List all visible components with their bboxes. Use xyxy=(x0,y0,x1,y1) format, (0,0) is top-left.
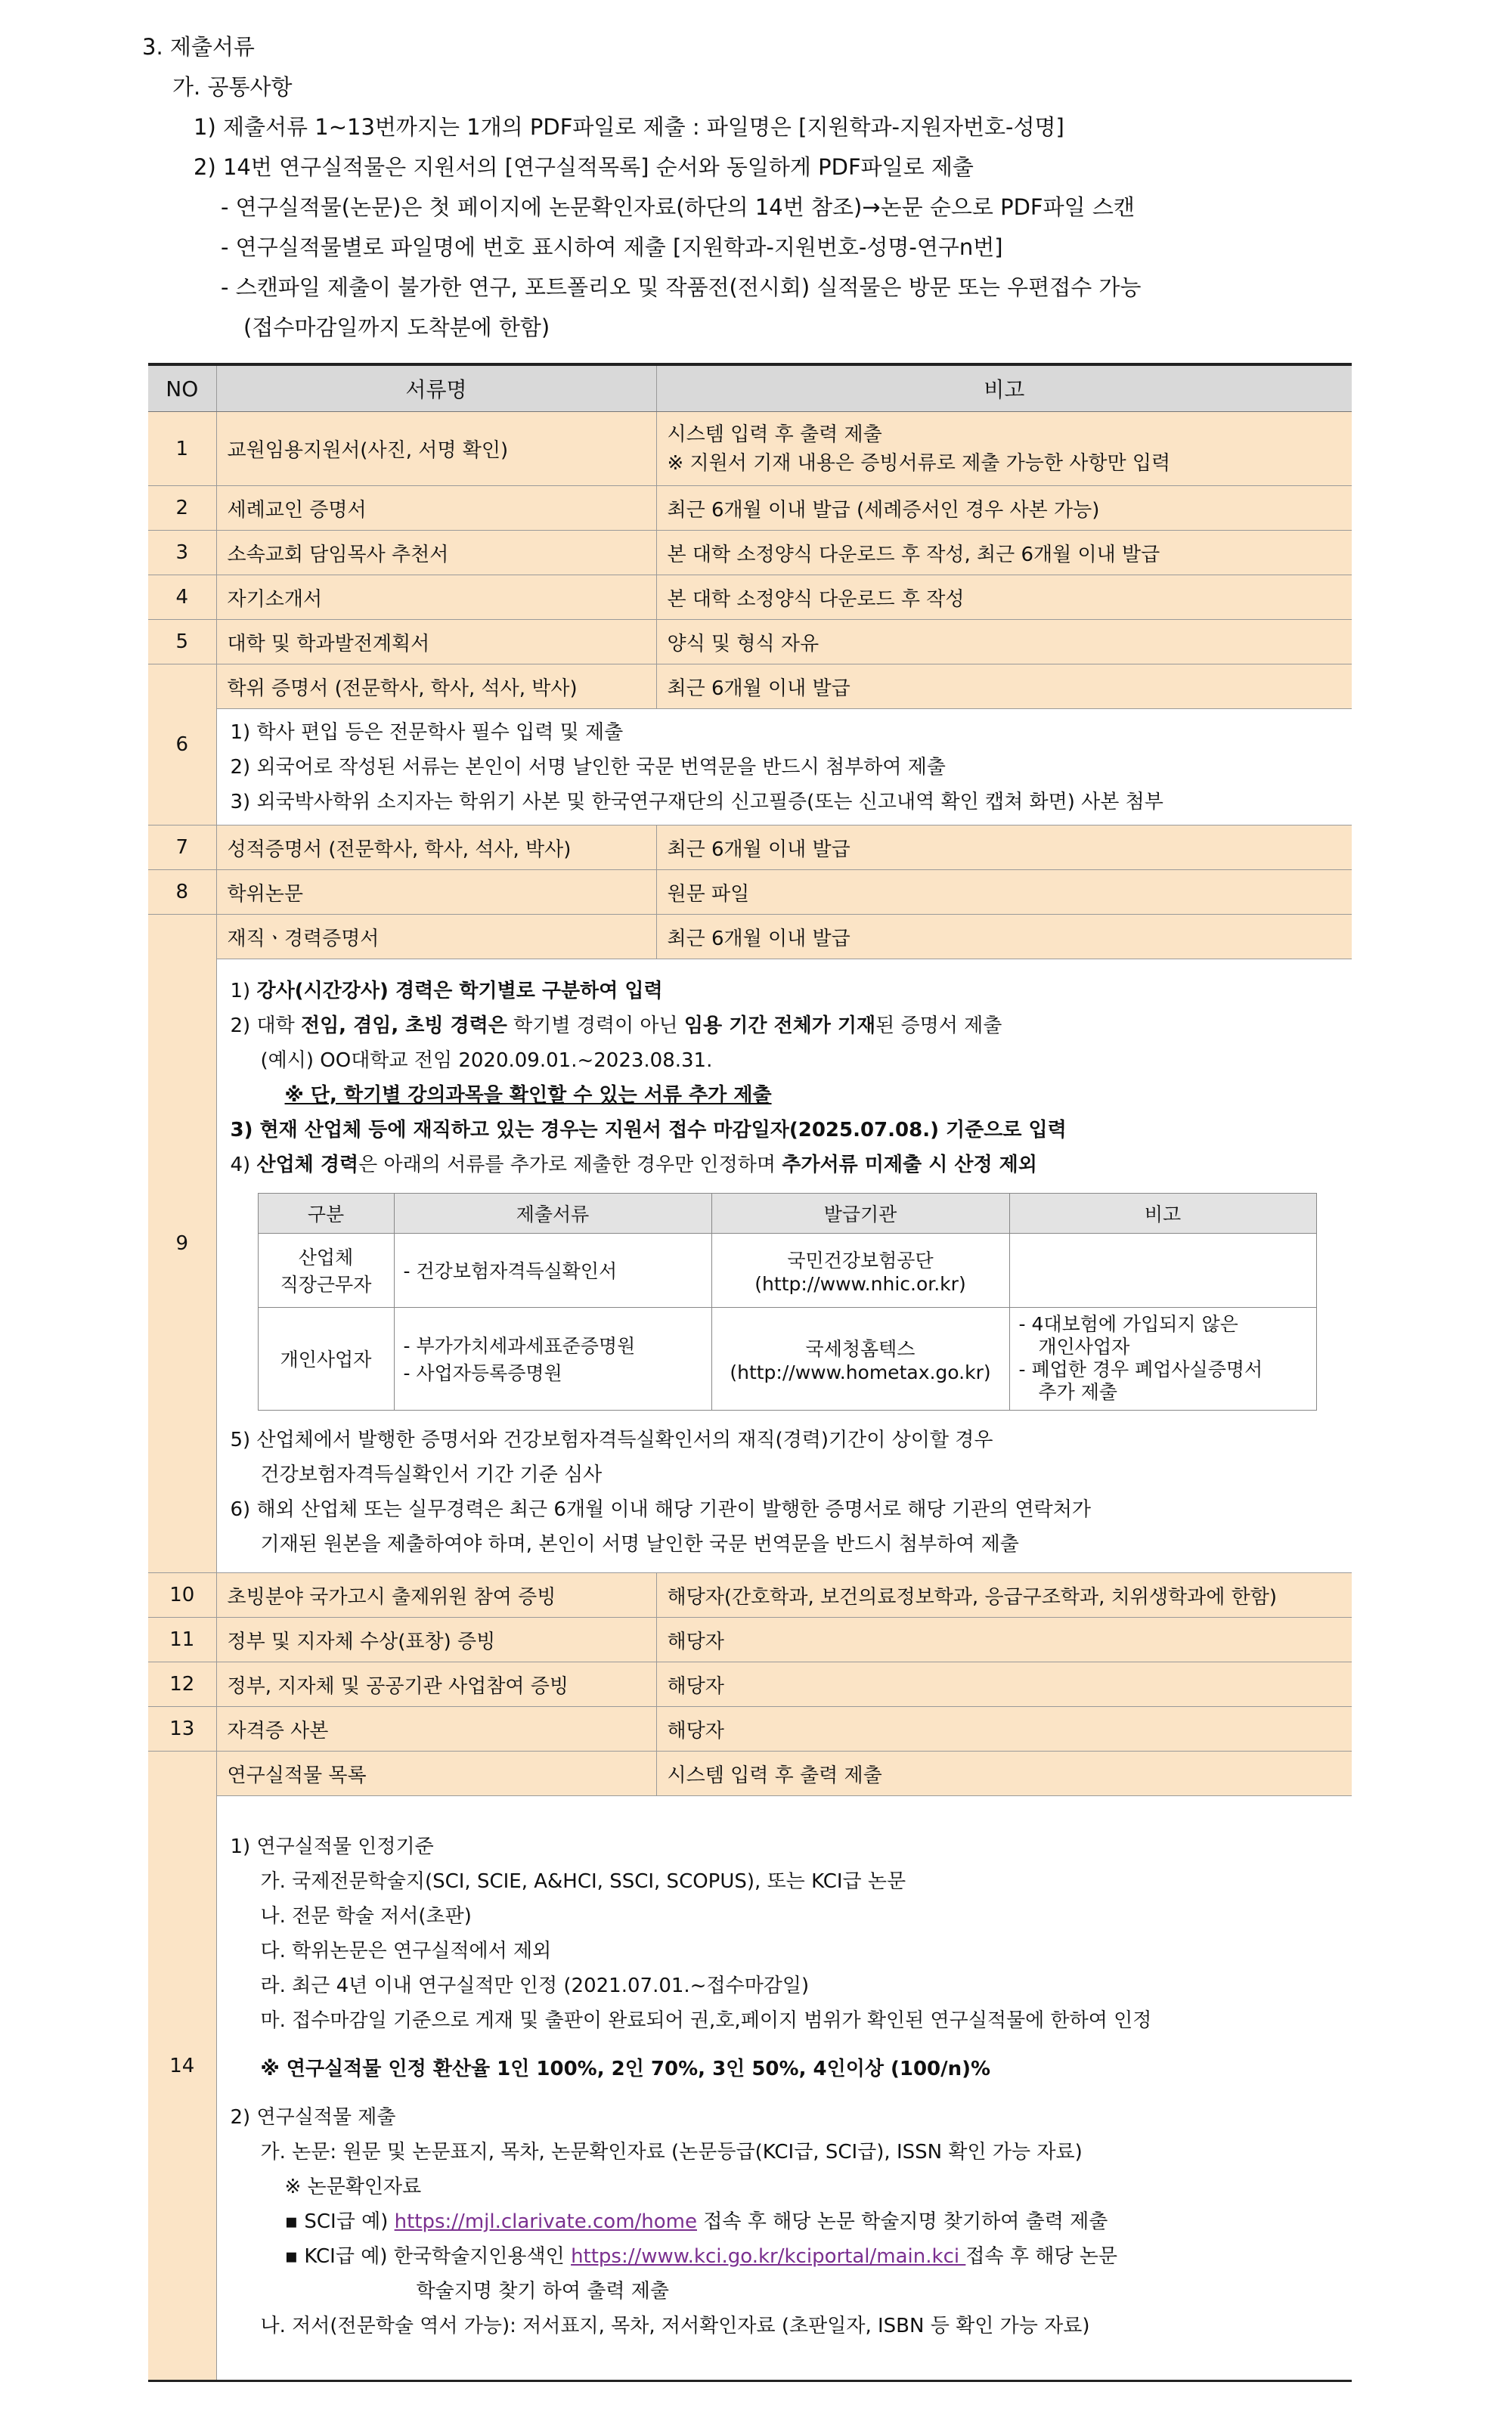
row-name: 교원임용지원서(사진, 서명 확인) xyxy=(216,412,656,486)
note-2-3: - 스캔파일 제출이 불가한 연구, 포트폴리오 및 작품전(전시회) 실적물은 방문 또는 우편접수 가능 xyxy=(221,274,1142,300)
table-row xyxy=(148,1573,1352,1618)
sub-doc-line: - 부가가치세과세표준증명원 xyxy=(403,1335,636,1357)
detail-line xyxy=(228,2204,1342,2239)
table-row-details xyxy=(148,959,1352,1573)
detail-line: 나. 저서(전문학술 역서 가능): 저서표지, 목차, 저서확인자료 (초판일자, ISBN 등 확인 가능 자료) xyxy=(260,2315,1090,2337)
row-no: 11 xyxy=(148,1618,216,1662)
row-no: 8 xyxy=(148,870,216,915)
row-name: 정부, 지자체 및 공공기관 사업참여 증빙 xyxy=(216,1662,656,1707)
row-name: 연구실적물 목록 xyxy=(216,1752,656,1796)
detail-line: 나. 전문 학술 저서(초판) xyxy=(260,1905,472,1928)
detail-line: 3) 외국박사학위 소지자는 학위기 사본 및 한국연구재단의 신고필증(또는 신고내역 확인 캡쳐 화면) 사본 첨부 xyxy=(230,790,1163,813)
sub-category: 개인사업자 xyxy=(258,1307,394,1410)
sub-header: 비고 xyxy=(1009,1193,1316,1233)
row-no: 6 xyxy=(148,664,216,826)
sub-note xyxy=(1009,1307,1316,1410)
table-row xyxy=(148,486,1352,531)
detail-text: 접속 후 해당 논문 학술지명 찾기하여 출력 제출 xyxy=(697,2210,1108,2233)
row-no: 5 xyxy=(148,620,216,664)
detail-line: 가. 국제전문학술지(SCI, SCIE, A&HCI, SSCI, SCOPUS), 또는 KCI급 논문 xyxy=(260,1870,906,1893)
sub-note-line: - 폐업한 경우 폐업사실증명서 xyxy=(1018,1358,1263,1380)
sub-note-line: 추가 제출 xyxy=(1038,1381,1118,1403)
detail-note-text: ※ 단, 학기별 강의과목을 확인할 수 있는 서류 추가 제출 xyxy=(284,1083,772,1107)
sub-header-row xyxy=(258,1193,1316,1233)
detail-line: 마. 접수마감일 기준으로 게재 및 출판이 완료되어 권,호,페이지 범위가 확인된 연구실적물에 한하여 인정 xyxy=(260,2009,1152,2032)
detail-line xyxy=(228,1008,1342,1043)
sub-org-name: 국민건강보험공단 xyxy=(787,1249,934,1272)
table-row xyxy=(148,412,1352,486)
note-2-1: - 연구실적물(논문)은 첫 페이지에 논문확인자료(하단의 14번 참조)→논문 순으로 PDF파일 스캔 xyxy=(221,194,1135,220)
section-title: 3. 제출서류 xyxy=(142,34,255,60)
detail-bold: 산업체 경력 xyxy=(256,1153,359,1176)
table-row xyxy=(148,531,1352,575)
detail-text: ▪ SCI급 예) xyxy=(284,2210,395,2233)
detail-line: 1) 학사 편입 등은 전문학사 필수 입력 및 제출 xyxy=(230,720,624,744)
detail-line: 기재된 원본을 제출하여야 하며, 본인이 서명 날인한 국문 번역문을 반드시 첨부하여 제출 xyxy=(260,1532,1019,1556)
row-details xyxy=(216,1796,1352,2381)
detail-line: 2) 외국어로 작성된 서류는 본인이 서명 날인한 국문 번역문을 반드시 첨부하여 제출 xyxy=(230,755,946,779)
detail-text: 4) xyxy=(230,1153,257,1176)
table-row xyxy=(148,575,1352,620)
table-row xyxy=(148,1707,1352,1752)
detail-bold: 강사(시간강사) 경력은 학기별로 구분하여 입력 xyxy=(256,979,663,1002)
row-note: 시스템 입력 후 출력 제출 xyxy=(656,1752,1352,1796)
row-note: 해당자 xyxy=(656,1618,1352,1662)
sub-header: 제출서류 xyxy=(394,1193,711,1233)
table-row xyxy=(148,1752,1352,1796)
row-note: 최근 6개월 이내 발급 xyxy=(656,664,1352,709)
section-subtitle: 가. 공통사항 xyxy=(172,74,293,100)
table-row xyxy=(148,664,1352,709)
row-no: 2 xyxy=(148,486,216,531)
detail-line: 학술지명 찾기 하여 출력 제출 xyxy=(416,2280,669,2303)
detail-line: 다. 학위논문은 연구실적에서 제외 xyxy=(260,1940,552,1962)
row-name: 학위 증명서 (전문학사, 학사, 석사, 박사) xyxy=(216,664,656,709)
row-name: 소속교회 담임목사 추천서 xyxy=(216,531,656,575)
conversion-rate: ※ 연구실적물 인정 환산율 1인 100%, 2인 70%, 3인 50%, 4인이상 (100/n)% xyxy=(260,2058,991,2080)
row-name: 학위논문 xyxy=(216,870,656,915)
sub-org-url: (http://www.nhic.or.kr) xyxy=(754,1272,966,1295)
table-row-details xyxy=(148,1796,1352,2381)
detail-text: 2) 대학 xyxy=(230,1014,301,1037)
row-note: 최근 6개월 이내 발급 (세례증서인 경우 사본 가능) xyxy=(656,486,1352,531)
row-no: 12 xyxy=(148,1662,216,1707)
header-note: 비고 xyxy=(656,364,1352,412)
header-no: NO xyxy=(148,364,216,412)
row-name: 정부 및 지자체 수상(표창) 증빙 xyxy=(216,1618,656,1662)
sub-doc: - 건강보험자격득실확인서 xyxy=(394,1233,711,1307)
row-note: 해당자 xyxy=(656,1662,1352,1707)
row-details xyxy=(216,709,1352,826)
table-row xyxy=(148,826,1352,870)
detail-line: 5) 산업체에서 발행한 증명서와 건강보험자격득실확인서의 재직(경력)기간이 상이할 경우 xyxy=(230,1428,993,1451)
row-no: 7 xyxy=(148,826,216,870)
row-note: 해당자(간호학과, 보건의료정보학과, 응급구조학과, 치위생학과에 한함) xyxy=(656,1573,1352,1618)
row-note: 본 대학 소정양식 다운로드 후 작성, 최근 6개월 이내 발급 xyxy=(656,531,1352,575)
row-note: 본 대학 소정양식 다운로드 후 작성 xyxy=(656,575,1352,620)
row-note-line: 시스템 입력 후 출력 제출 xyxy=(667,423,882,446)
sci-link[interactable]: https://mjl.clarivate.com/home xyxy=(394,2210,697,2233)
row-name: 대학 및 학과발전계획서 xyxy=(216,620,656,664)
detail-bold: 임용 기간 전체가 기재 xyxy=(683,1014,876,1037)
row-no: 4 xyxy=(148,575,216,620)
table-row xyxy=(148,620,1352,664)
detail-line: 1) 연구실적물 인정기준 xyxy=(230,1835,434,1858)
sub-header: 발급기관 xyxy=(711,1193,1009,1233)
row-name: 초빙분야 국가고시 출제위원 참여 증빙 xyxy=(216,1573,656,1618)
table-row xyxy=(148,870,1352,915)
detail-line xyxy=(228,1148,1342,1182)
detail-line: 라. 최근 4년 이내 연구실적만 인정 (2021.07.01.~접수마감일) xyxy=(260,1975,810,1997)
detail-text: 접속 후 해당 논문 xyxy=(965,2245,1117,2268)
detail-line: ※ 논문확인자료 xyxy=(284,2176,422,2198)
detail-line xyxy=(228,974,1342,1008)
row-note: 양식 및 형식 자유 xyxy=(656,620,1352,664)
note-2-2: - 연구실적물별로 파일명에 번호 표시하여 제출 [지원학과-지원번호-성명-연구n번] xyxy=(221,234,1003,260)
row-no: 1 xyxy=(148,412,216,486)
row-note-line: ※ 지원서 기재 내용은 증빙서류로 제출 가능한 사항만 입력 xyxy=(667,451,1171,475)
detail-line: 6) 해외 산업체 또는 실무경력은 최근 6개월 이내 해당 기관이 발행한 증명서로 해당 기관의 연락처가 xyxy=(230,1498,1091,1521)
row-note: 해당자 xyxy=(656,1707,1352,1752)
note-1: 1) 제출서류 1~13번까지는 1개의 PDF파일로 제출 : 파일명은 [지원학과-지원자번호-성명] xyxy=(194,114,1064,140)
row-note: 최근 6개월 이내 발급 xyxy=(656,915,1352,959)
industry-docs-table xyxy=(258,1193,1317,1411)
table-header-row xyxy=(148,364,1352,412)
sub-note-line: 개인사업자 xyxy=(1038,1336,1130,1358)
sub-doc xyxy=(394,1307,711,1410)
detail-text: 학기별 경력이 아닌 xyxy=(507,1014,684,1037)
row-no: 10 xyxy=(148,1573,216,1618)
row-no: 13 xyxy=(148,1707,216,1752)
sub-header: 구분 xyxy=(258,1193,394,1233)
detail-text: ▪ KCI급 예) 한국학술지인용색인 xyxy=(284,2245,572,2268)
table-row xyxy=(148,915,1352,959)
row-details xyxy=(216,959,1352,1573)
row-name: 성적증명서 (전문학사, 학사, 석사, 박사) xyxy=(216,826,656,870)
row-note: 최근 6개월 이내 발급 xyxy=(656,826,1352,870)
detail-line: 건강보험자격득실확인서 기간 기준 심사 xyxy=(260,1463,603,1486)
sub-note xyxy=(1009,1233,1316,1307)
sub-row xyxy=(258,1307,1316,1410)
row-name: 자기소개서 xyxy=(216,575,656,620)
sub-doc-line: - 사업자등록증명원 xyxy=(403,1362,562,1384)
sub-category-line: 산업체 xyxy=(298,1247,354,1268)
kci-link[interactable]: https://www.kci.go.kr/kciportal/main.kci xyxy=(571,2245,966,2268)
row-no: 3 xyxy=(148,531,216,575)
sub-row xyxy=(258,1233,1316,1307)
sub-org-name: 국세청홈텍스 xyxy=(805,1337,916,1360)
row-name: 세례교인 증명서 xyxy=(216,486,656,531)
row-note: 원문 파일 xyxy=(656,870,1352,915)
detail-line xyxy=(228,2239,1342,2274)
sub-org xyxy=(711,1307,1009,1410)
sub-org xyxy=(711,1233,1009,1307)
detail-example: (예시) OO대학교 전임 2020.09.01.~2023.08.31. xyxy=(260,1049,713,1072)
detail-text: 된 증명서 제출 xyxy=(875,1014,1002,1037)
note-2: 2) 14번 연구실적물은 지원서의 [연구실적목록] 순서와 동일하게 PDF파일로 제출 xyxy=(194,154,974,180)
row-name: 재직ㆍ경력증명서 xyxy=(216,915,656,959)
table-row-details xyxy=(148,709,1352,826)
sub-note-line: - 4대보험에 가입되지 않은 xyxy=(1018,1313,1238,1335)
row-no: 9 xyxy=(148,915,216,1573)
detail-text: 1) xyxy=(230,979,257,1002)
sub-org-url: (http://www.hometax.go.kr) xyxy=(730,1361,991,1383)
row-name: 자격증 사본 xyxy=(216,1707,656,1752)
detail-bold: 추가서류 미제출 시 산정 제외 xyxy=(782,1153,1037,1176)
documents-table xyxy=(148,363,1352,2382)
table-row xyxy=(148,1662,1352,1707)
detail-note xyxy=(228,1078,1342,1113)
detail-text: 은 아래의 서류를 추가로 제출한 경우만 인정하며 xyxy=(358,1153,782,1176)
sub-category-line: 직장근무자 xyxy=(280,1274,372,1296)
detail-line: 3) 현재 산업체 등에 재직하고 있는 경우는 지원서 접수 마감일자(2025.07.08.) 기준으로 입력 xyxy=(230,1118,1067,1141)
detail-line: 2) 연구실적물 제출 xyxy=(230,2106,396,2129)
note-2-3-cont: (접수마감일까지 도착분에 한함) xyxy=(243,314,550,340)
detail-bold: 전임, 겸임, 초빙 경력은 xyxy=(300,1014,507,1037)
detail-line: 가. 논문: 원문 및 논문표지, 목차, 논문확인자료 (논문등급(KCI급, SCI급), ISSN 확인 가능 자료) xyxy=(260,2141,1083,2164)
table-row xyxy=(148,1618,1352,1662)
header-name: 서류명 xyxy=(216,364,656,412)
row-no: 14 xyxy=(148,1752,216,2381)
row-note xyxy=(656,412,1352,486)
sub-category xyxy=(258,1233,394,1307)
